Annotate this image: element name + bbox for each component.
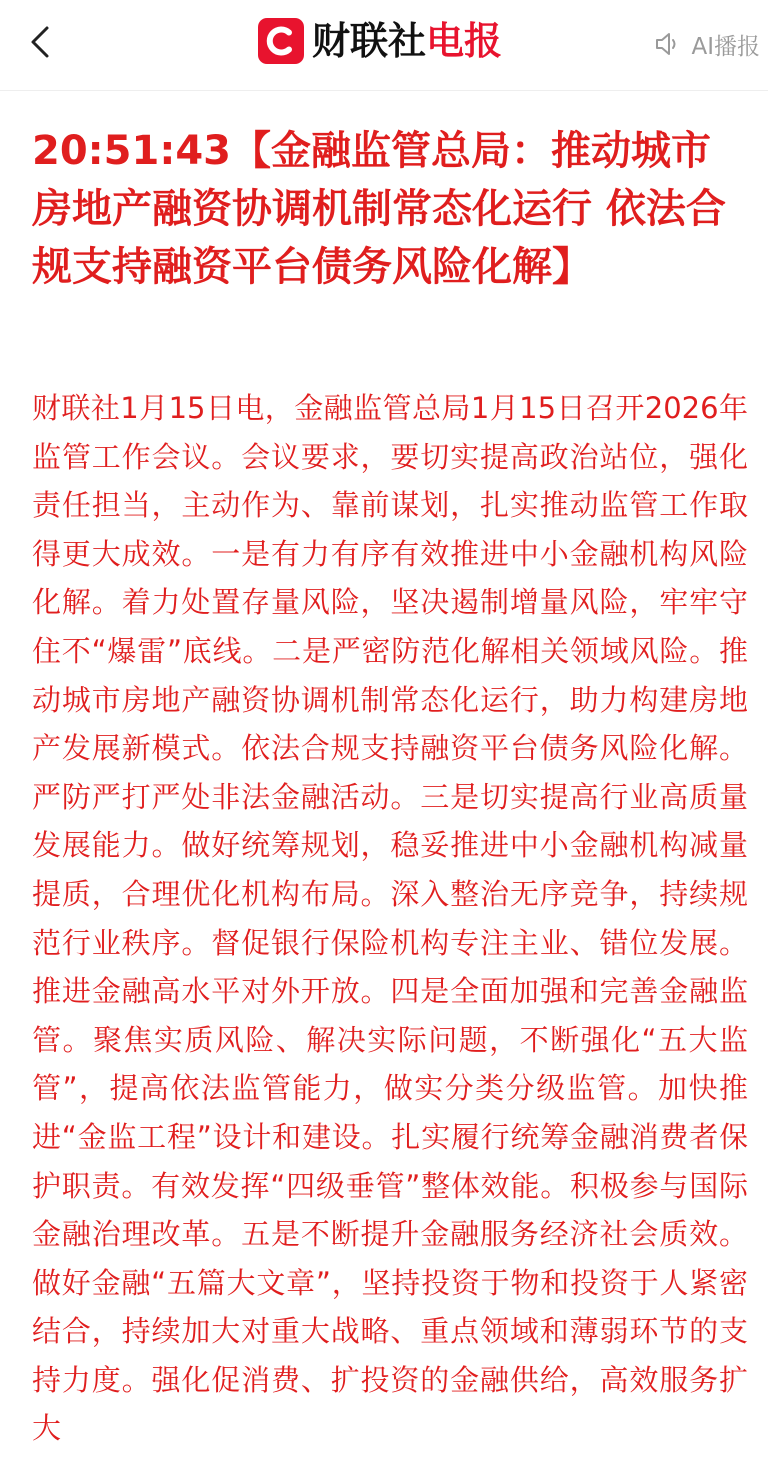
speaker-icon	[653, 29, 683, 59]
top-navigation-bar	[0, 0, 768, 91]
logo-text-highlight: 电报	[426, 19, 503, 63]
article-title: 20:51:43【金融监管总局：推动城市房地产融资协调机制常态化运行 依法合规支持融资平台债务风险化解】	[32, 128, 726, 290]
app-logo	[258, 16, 502, 66]
ai-broadcast-label: AI播报	[691, 33, 760, 60]
ai-broadcast-button[interactable]	[653, 24, 760, 64]
logo-text-primary: 财联社	[312, 19, 427, 63]
chevron-left-icon	[20, 20, 64, 64]
article-body: 财联社1月15日电，金融监管总局1月15日召开2026年监管工作会议。会议要求，要切实提高政治站位，强化责任担当，主动作为、靠前谋划，扎实推动监管工作取得更大成效。一是有力有序有效推进中小金融机构风险化解。着力处置存量风险，坚决遏制增量风险，牢牢守住不“爆雷”底线。二是严密防范化解相关领域风险。推动城市房地产融资协调机制常态化运行，助力构建房地产发展新模式。依法合规支持融资平台债务风险化解。严防严打严处非法金融活动。三是切实提高行业高质量发展能力。做好统筹规划，稳妥推进中小金融机构减量提质，合理优化机构布局。深入整治无序竞争，持续规范行业秩序。督促银行保险机构专注主业、错位发展。推进金融高水平对外开放。四是全面加强和完善金融监管。聚焦实质风险、解决实际问题，不断强化“五大监管”，提高依法监管能力，做实分类分级监管。加快推进“金监工程”设计和建设。扎实履行统筹金融消费者保护职责。有效发挥“四级垂管”整体效能。积极参与国际金融治理改革。五是不断提升金融服务经济社会质效。做好金融“五篇大文章”，坚持投资于物和投资于人紧密结合，持续加大对重大战略、重点领域和薄弱环节的支持力度。强化促消费、扩投资的金融供给，高效服务扩大	[32, 391, 748, 1446]
brand-c-logo-icon	[258, 18, 304, 64]
logo-text	[312, 16, 502, 66]
back-button[interactable]	[20, 20, 64, 64]
